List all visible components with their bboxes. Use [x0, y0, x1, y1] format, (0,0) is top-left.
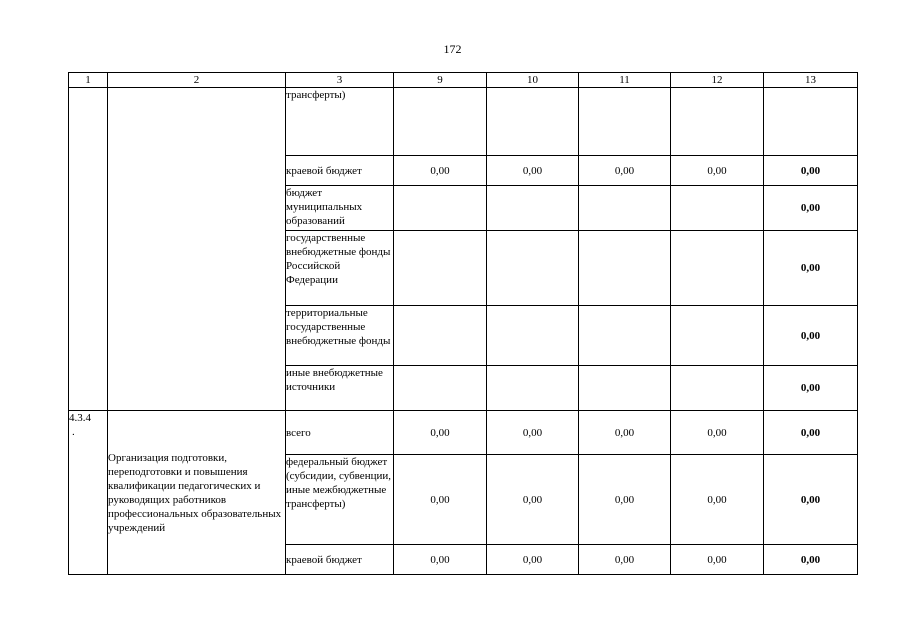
funding-source: федеральный бюджет (субсидии, субвенции, иные межбюджетные трансферты)	[286, 455, 394, 545]
budget-table	[68, 72, 858, 575]
item-code: 4.3.4	[69, 412, 91, 424]
value-col10	[487, 306, 579, 366]
value-col12: 0,00	[671, 455, 764, 545]
column-header: 11	[579, 73, 671, 88]
value-col9	[394, 186, 487, 231]
funding-source: бюджет муниципальных образований	[286, 186, 394, 231]
funding-source: территориальные государственные внебюджетные фонды	[286, 306, 394, 366]
column-header: 9	[394, 73, 487, 88]
value-col13: 0,00	[764, 545, 858, 575]
value-col12: 0,00	[671, 156, 764, 186]
funding-source: иные внебюджетные источники	[286, 366, 394, 411]
value-col10: 0,00	[487, 156, 579, 186]
value-col10	[487, 231, 579, 306]
column-header: 2	[108, 73, 286, 88]
funding-source: всего	[286, 411, 394, 455]
value-col11	[579, 306, 671, 366]
value-col13: 0,00	[764, 156, 858, 186]
value-col12	[671, 306, 764, 366]
value-col10: 0,00	[487, 455, 579, 545]
value-col11: 0,00	[579, 455, 671, 545]
value-col12: 0,00	[671, 411, 764, 455]
value-col13: 0,00	[764, 306, 858, 366]
value-col10	[487, 186, 579, 231]
value-col12	[671, 231, 764, 306]
value-col9	[394, 366, 487, 411]
value-col13: 0,00	[764, 411, 858, 455]
value-col9: 0,00	[394, 545, 487, 575]
funding-source: трансферты)	[286, 88, 394, 156]
value-col11: 0,00	[579, 156, 671, 186]
value-col9	[394, 88, 487, 156]
item-code-suffix: .	[72, 426, 75, 438]
value-col11: 0,00	[579, 545, 671, 575]
value-col9	[394, 306, 487, 366]
column-header: 10	[487, 73, 579, 88]
value-col12	[671, 366, 764, 411]
value-col11	[579, 88, 671, 156]
value-col12	[671, 88, 764, 156]
value-col10	[487, 366, 579, 411]
value-col9	[394, 231, 487, 306]
code-cell	[69, 88, 108, 411]
table-row	[69, 411, 858, 455]
value-col12	[671, 186, 764, 231]
value-col10	[487, 88, 579, 156]
value-col10: 0,00	[487, 411, 579, 455]
table-row	[69, 88, 858, 156]
item-code-cell	[69, 411, 108, 575]
funding-source: краевой бюджет	[286, 545, 394, 575]
value-col13: 0,00	[764, 455, 858, 545]
value-col11	[579, 186, 671, 231]
column-header: 13	[764, 73, 858, 88]
value-col13: 0,00	[764, 186, 858, 231]
page-number: 172	[443, 42, 462, 56]
column-header: 12	[671, 73, 764, 88]
value-col11	[579, 231, 671, 306]
funding-source: краевой бюджет	[286, 156, 394, 186]
funding-source: государственные внебюджетные фонды Российской Федерации	[286, 231, 394, 306]
value-col9: 0,00	[394, 411, 487, 455]
column-header: 3	[286, 73, 394, 88]
description-cell	[108, 88, 286, 411]
value-col13	[764, 88, 858, 156]
value-col11: 0,00	[579, 411, 671, 455]
column-header: 1	[69, 73, 108, 88]
value-col9: 0,00	[394, 156, 487, 186]
item-description: Организация подготовки, переподготовки и повышения квалификации педагогических и руководящих работников профессиональных образовательных учреждений	[108, 411, 286, 575]
header-row	[69, 73, 858, 88]
value-col11	[579, 366, 671, 411]
value-col10: 0,00	[487, 545, 579, 575]
value-col9: 0,00	[394, 455, 487, 545]
value-col12: 0,00	[671, 545, 764, 575]
value-col13: 0,00	[764, 231, 858, 306]
value-col13: 0,00	[764, 366, 858, 411]
